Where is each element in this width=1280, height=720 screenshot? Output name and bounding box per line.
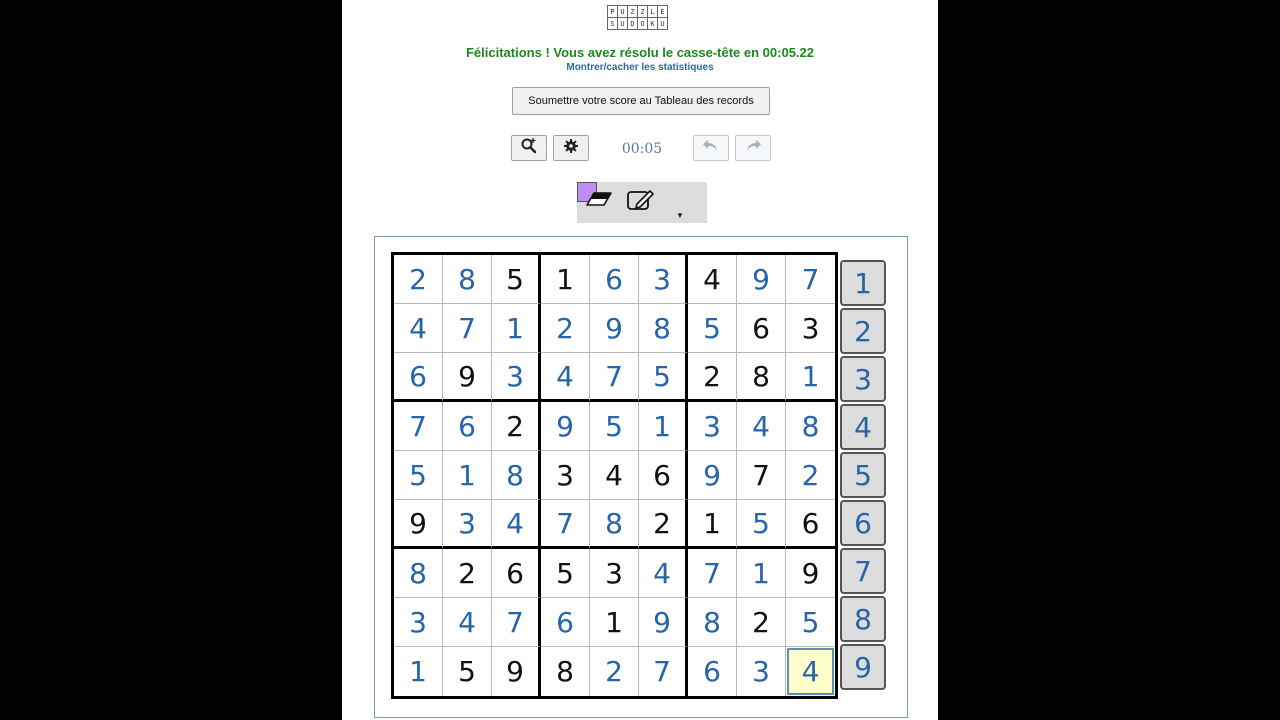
sudoku-cell-r8c2[interactable]: 4	[443, 598, 492, 647]
sudoku-cell-r6c9[interactable]: 6	[786, 500, 835, 549]
pencil-icon	[626, 188, 654, 217]
sudoku-cell-r8c4[interactable]: 6	[541, 598, 590, 647]
sudoku-cell-r8c8[interactable]: 2	[737, 598, 786, 647]
sudoku-cell-r3c9[interactable]: 1	[786, 353, 835, 402]
timer: 00:05	[621, 141, 663, 157]
chevron-down-icon[interactable]: ▼	[676, 211, 684, 220]
undo-icon	[702, 139, 720, 158]
sudoku-cell-r1c4[interactable]: 1	[541, 255, 590, 304]
sudoku-cell-r6c4[interactable]: 7	[541, 500, 590, 549]
sudoku-cell-r5c5[interactable]: 4	[590, 451, 639, 500]
logo-letter: E	[657, 5, 668, 18]
sudoku-cell-r8c9[interactable]: 5	[786, 598, 835, 647]
sudoku-cell-r5c9[interactable]: 2	[786, 451, 835, 500]
sudoku-cell-r8c5[interactable]: 1	[590, 598, 639, 647]
redo-button[interactable]	[735, 135, 771, 161]
sudoku-cell-r4c6[interactable]: 1	[639, 402, 688, 451]
pencil-tool[interactable]	[626, 189, 654, 215]
sudoku-cell-r3c7[interactable]: 2	[688, 353, 737, 402]
zoom-button[interactable]	[511, 135, 547, 161]
number-button-3[interactable]: 3	[840, 356, 886, 402]
sudoku-cell-r1c7[interactable]: 4	[688, 255, 737, 304]
sudoku-cell-r7c3[interactable]: 6	[492, 549, 541, 598]
sudoku-cell-r2c3[interactable]: 1	[492, 304, 541, 353]
sudoku-cell-r3c2[interactable]: 9	[443, 353, 492, 402]
logo-letter: U	[617, 17, 628, 30]
logo-letter: Z	[637, 5, 648, 18]
sudoku-cell-r9c3[interactable]: 9	[492, 647, 541, 696]
sudoku-cell-r7c9[interactable]: 9	[786, 549, 835, 598]
sudoku-cell-r3c5[interactable]: 7	[590, 353, 639, 402]
sudoku-cell-r6c5[interactable]: 8	[590, 500, 639, 549]
sudoku-cell-r9c8[interactable]: 3	[737, 647, 786, 696]
sudoku-cell-r7c5[interactable]: 3	[590, 549, 639, 598]
sudoku-cell-r2c1[interactable]: 4	[394, 304, 443, 353]
eraser-icon	[585, 191, 613, 214]
settings-button[interactable]	[553, 135, 589, 161]
sudoku-cell-r6c8[interactable]: 5	[737, 500, 786, 549]
sudoku-cell-r8c3[interactable]: 7	[492, 598, 541, 647]
sudoku-cell-r9c2[interactable]: 5	[443, 647, 492, 696]
sudoku-cell-r4c9[interactable]: 8	[786, 402, 835, 451]
sudoku-cell-r2c6[interactable]: 8	[639, 304, 688, 353]
puzzle-sudoku-logo[interactable]	[607, 5, 675, 31]
sudoku-cell-r1c9[interactable]: 7	[786, 255, 835, 304]
sudoku-cell-r9c5[interactable]: 2	[590, 647, 639, 696]
sudoku-cell-r1c1[interactable]: 2	[394, 255, 443, 304]
sudoku-cell-r4c8[interactable]: 4	[737, 402, 786, 451]
sudoku-cell-r6c6[interactable]: 2	[639, 500, 688, 549]
sudoku-cell-r3c4[interactable]: 4	[541, 353, 590, 402]
sudoku-cell-r5c2[interactable]: 1	[443, 451, 492, 500]
sudoku-cell-r5c7[interactable]: 9	[688, 451, 737, 500]
logo-letter: Z	[627, 5, 638, 18]
logo-letter: L	[647, 5, 658, 18]
sudoku-cell-r8c1[interactable]: 3	[394, 598, 443, 647]
number-button-6[interactable]: 6	[840, 500, 886, 546]
sudoku-cell-r4c4[interactable]: 9	[541, 402, 590, 451]
sudoku-cell-r5c8[interactable]: 7	[737, 451, 786, 500]
sudoku-grid	[391, 252, 838, 699]
input-mode-palette	[577, 182, 707, 223]
congratulations-message: Félicitations ! Vous avez résolu le casse-tête en 00:05.22	[465, 45, 815, 60]
sudoku-cell-r3c1[interactable]: 6	[394, 353, 443, 402]
sudoku-cell-r6c2[interactable]: 3	[443, 500, 492, 549]
sudoku-cell-r9c6[interactable]: 7	[639, 647, 688, 696]
sudoku-cell-r6c3[interactable]: 4	[492, 500, 541, 549]
sudoku-cell-r9c7[interactable]: 6	[688, 647, 737, 696]
sudoku-cell-r7c7[interactable]: 7	[688, 549, 737, 598]
sudoku-cell-r4c5[interactable]: 5	[590, 402, 639, 451]
sudoku-cell-r9c9[interactable]: 4	[786, 647, 835, 696]
logo-letter: K	[647, 17, 658, 30]
sudoku-cell-r4c2[interactable]: 6	[443, 402, 492, 451]
undo-button[interactable]	[693, 135, 729, 161]
logo-letter: O	[637, 17, 648, 30]
number-pad	[840, 260, 888, 692]
logo-letter: S	[607, 17, 618, 30]
sudoku-cell-r1c2[interactable]: 8	[443, 255, 492, 304]
sudoku-cell-r4c1[interactable]: 7	[394, 402, 443, 451]
eraser-tool[interactable]	[585, 189, 613, 215]
logo-letter: D	[627, 17, 638, 30]
sudoku-cell-r2c2[interactable]: 7	[443, 304, 492, 353]
number-button-2[interactable]: 2	[840, 308, 886, 354]
sudoku-cell-r2c5[interactable]: 9	[590, 304, 639, 353]
sudoku-cell-r4c3[interactable]: 2	[492, 402, 541, 451]
number-button-5[interactable]: 5	[840, 452, 886, 498]
number-button-7[interactable]: 7	[840, 548, 886, 594]
redo-icon	[744, 139, 762, 158]
zoom-in-icon	[520, 137, 538, 160]
logo-letter: U	[657, 17, 668, 30]
sudoku-cell-r6c7[interactable]: 1	[688, 500, 737, 549]
sudoku-cell-r2c4[interactable]: 2	[541, 304, 590, 353]
sudoku-cell-r6c1[interactable]: 9	[394, 500, 443, 549]
sudoku-cell-r3c8[interactable]: 8	[737, 353, 786, 402]
submit-score-button[interactable]: Soumettre votre score au Tableau des records	[512, 87, 770, 115]
sudoku-cell-r1c8[interactable]: 9	[737, 255, 786, 304]
sudoku-cell-r4c7[interactable]: 3	[688, 402, 737, 451]
puzzle-page	[342, 0, 938, 720]
gear-icon	[563, 138, 579, 159]
sudoku-cell-r5c3[interactable]: 8	[492, 451, 541, 500]
logo-letter: U	[617, 5, 628, 18]
sudoku-cell-r1c3[interactable]: 5	[492, 255, 541, 304]
sudoku-cell-r1c5[interactable]: 6	[590, 255, 639, 304]
toggle-statistics-link[interactable]: Montrer/cacher les statistiques	[566, 62, 714, 73]
number-button-1[interactable]: 1	[840, 260, 886, 306]
sudoku-cell-r7c1[interactable]: 8	[394, 549, 443, 598]
sudoku-cell-r7c6[interactable]: 4	[639, 549, 688, 598]
sudoku-cell-r2c9[interactable]: 3	[786, 304, 835, 353]
sudoku-cell-r5c4[interactable]: 3	[541, 451, 590, 500]
number-button-9[interactable]: 9	[840, 644, 886, 690]
sudoku-cell-r7c2[interactable]: 2	[443, 549, 492, 598]
sudoku-cell-r8c7[interactable]: 8	[688, 598, 737, 647]
sudoku-cell-r5c6[interactable]: 6	[639, 451, 688, 500]
sudoku-cell-r2c7[interactable]: 5	[688, 304, 737, 353]
number-button-8[interactable]: 8	[840, 596, 886, 642]
sudoku-cell-r9c1[interactable]: 1	[394, 647, 443, 696]
sudoku-cell-r3c6[interactable]: 5	[639, 353, 688, 402]
number-button-4[interactable]: 4	[840, 404, 886, 450]
sudoku-cell-r7c4[interactable]: 5	[541, 549, 590, 598]
sudoku-cell-r1c6[interactable]: 3	[639, 255, 688, 304]
sudoku-cell-r9c4[interactable]: 8	[541, 647, 590, 696]
sudoku-cell-r3c3[interactable]: 3	[492, 353, 541, 402]
sudoku-cell-r5c1[interactable]: 5	[394, 451, 443, 500]
sudoku-cell-r7c8[interactable]: 1	[737, 549, 786, 598]
sudoku-cell-r8c6[interactable]: 9	[639, 598, 688, 647]
sudoku-cell-r2c8[interactable]: 6	[737, 304, 786, 353]
logo-letter: P	[607, 5, 618, 18]
